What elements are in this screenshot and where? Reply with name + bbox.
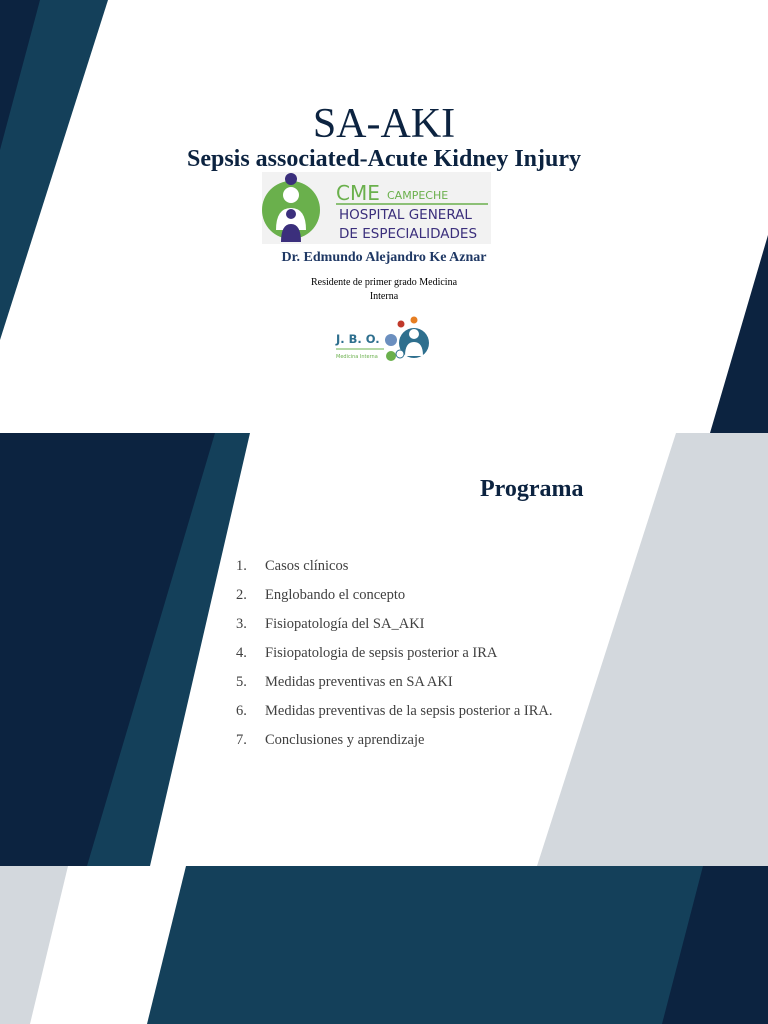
list-item-text: Englobando el concepto bbox=[265, 587, 406, 603]
list-item bbox=[236, 610, 566, 639]
hospital-logo-line2: HOSPITAL GENERAL bbox=[339, 207, 472, 223]
list-item bbox=[236, 552, 566, 581]
list-item-number: 6. bbox=[236, 703, 247, 719]
author-role-line2: Interna bbox=[369, 291, 399, 302]
presentation-subtitle: Sepsis associated-Acute Kidney Injury bbox=[186, 146, 582, 172]
jbo-logo-graphic bbox=[334, 314, 434, 366]
list-item bbox=[236, 581, 566, 610]
list-item-number: 5. bbox=[236, 674, 247, 690]
hospital-logo-line3: DE ESPECIALIDADES bbox=[339, 226, 478, 242]
hospital-logo-cme: CME bbox=[336, 181, 380, 205]
author-role-line1: Residente de primer grado Medicina bbox=[310, 277, 458, 288]
list-item bbox=[236, 639, 566, 668]
list-item-text: Medidas preventivas en SA AKI bbox=[265, 674, 453, 690]
list-item bbox=[236, 697, 566, 726]
slide3-background-shapes bbox=[0, 866, 768, 1024]
list-item-text: Fisiopatologia de sepsis posterior a IRA bbox=[265, 645, 498, 661]
jbo-logo-text: J. B. O. bbox=[336, 332, 380, 346]
list-item-number: 2. bbox=[236, 587, 247, 603]
list-item bbox=[236, 668, 566, 697]
list-item-number: 1. bbox=[236, 558, 247, 574]
left-gray-block bbox=[0, 866, 68, 1024]
list-item-text: Conclusiones y aprendizaje bbox=[265, 732, 425, 748]
list-item bbox=[236, 726, 566, 755]
list-item-text: Medidas preventivas de la sepsis posterior a IRA. bbox=[265, 703, 553, 719]
next-slide-partial bbox=[0, 866, 768, 1024]
list-item-number: 3. bbox=[236, 616, 247, 632]
list-item-text: Fisiopatología del SA_AKI bbox=[265, 616, 425, 632]
list-item-number: 4. bbox=[236, 645, 247, 661]
presentation-title: SA-AKI bbox=[312, 101, 456, 147]
author-role bbox=[284, 276, 484, 304]
hospital-logo-graphic bbox=[262, 172, 491, 244]
agenda-slide bbox=[0, 433, 768, 866]
hospital-logo-campeche: CAMPECHE bbox=[387, 189, 449, 202]
agenda-list bbox=[236, 552, 566, 755]
hospital-logo bbox=[262, 172, 491, 244]
jbo-logo-subtext: Medicina Interna bbox=[336, 354, 378, 360]
list-item-number: 7. bbox=[236, 732, 247, 748]
list-item-text: Casos clínicos bbox=[265, 558, 349, 574]
author-name: Dr. Edmundo Alejandro Ke Aznar bbox=[281, 250, 487, 265]
agenda-heading: Programa bbox=[480, 476, 584, 502]
jbo-logo bbox=[334, 314, 434, 366]
center-teal-block bbox=[147, 866, 738, 1024]
title-slide bbox=[0, 0, 768, 433]
